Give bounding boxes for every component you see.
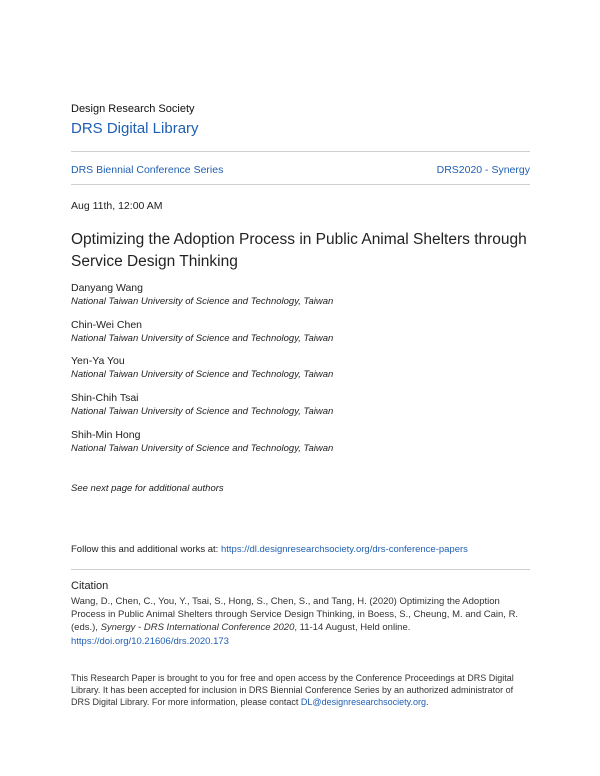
paper-title: Optimizing the Adoption Process in Public Animal Shelters through Service Design Thinking [71,231,527,270]
follow-text: Follow this and additional works at: [71,544,221,555]
access-note [71,672,533,709]
author-name: Yen-Ya You [71,355,125,367]
collection-link[interactable]: https://dl.designresearchsociety.org/drs-conference-papers [220,544,468,555]
society-name: Design Research Society [71,103,195,115]
divider-citation [71,569,530,570]
author-entry [71,282,333,308]
author-entry [71,429,333,455]
citation-body: Wang, D., Chen, C., You, Y., Tsai, S., Hong, S., Chen, S., and Tang, H. (2020) Optimizing the Adoption Process in Public Animal Shelters through Service Design Thinking, in Boess, S., Cheung, M. and Cain, R. (eds.), [71,596,519,634]
citation-heading: Citation [71,580,109,592]
author-entry [71,355,333,381]
contact-email-link[interactable]: DL@designresearchsociety.org [300,697,426,708]
author-name: Shih-Min Hong [71,429,141,441]
event-link[interactable]: DRS2020 - Synergy [436,164,530,176]
author-affiliation: National Taiwan University of Science and Technology, Taiwan [71,333,334,344]
author-affiliation: National Taiwan University of Science and Technology, Taiwan [71,296,334,307]
author-name: Shin-Chih Tsai [71,392,139,404]
citation-text [71,595,533,648]
additional-authors-note: See next page for additional authors [71,483,224,494]
divider-top [71,151,530,152]
author-affiliation: National Taiwan University of Science and Technology, Taiwan [71,406,334,417]
divider-nav [71,184,530,185]
doi-link[interactable]: https://doi.org/10.21606/drs.2020.173 [71,635,229,647]
citation-body-end: , 11-14 August, Held online. [294,622,411,634]
author-name: Danyang Wang [71,282,143,294]
author-entry [71,392,333,418]
series-link[interactable]: DRS Biennial Conference Series [71,164,224,176]
event-date: Aug 11th, 12:00 AM [71,200,163,212]
citation-journal: Synergy - DRS International Conference 2020 [100,622,295,634]
author-name: Chin-Wei Chen [71,319,143,331]
access-note-text: This Research Paper is brought to you for free and open access by the Conference Proceedings at DRS Digital Library. It has been accepted for inclusion in DRS Biennial Conference Series by an authorized administrator of DRS Digital Library. For more information, please contact [71,673,514,708]
author-affiliation: National Taiwan University of Science and Technology, Taiwan [71,443,334,454]
library-link[interactable]: DRS Digital Library [71,120,199,137]
author-affiliation: National Taiwan University of Science and Technology, Taiwan [71,369,334,380]
access-note-end: . [425,697,429,708]
follow-line [71,544,468,555]
author-entry [71,319,333,345]
